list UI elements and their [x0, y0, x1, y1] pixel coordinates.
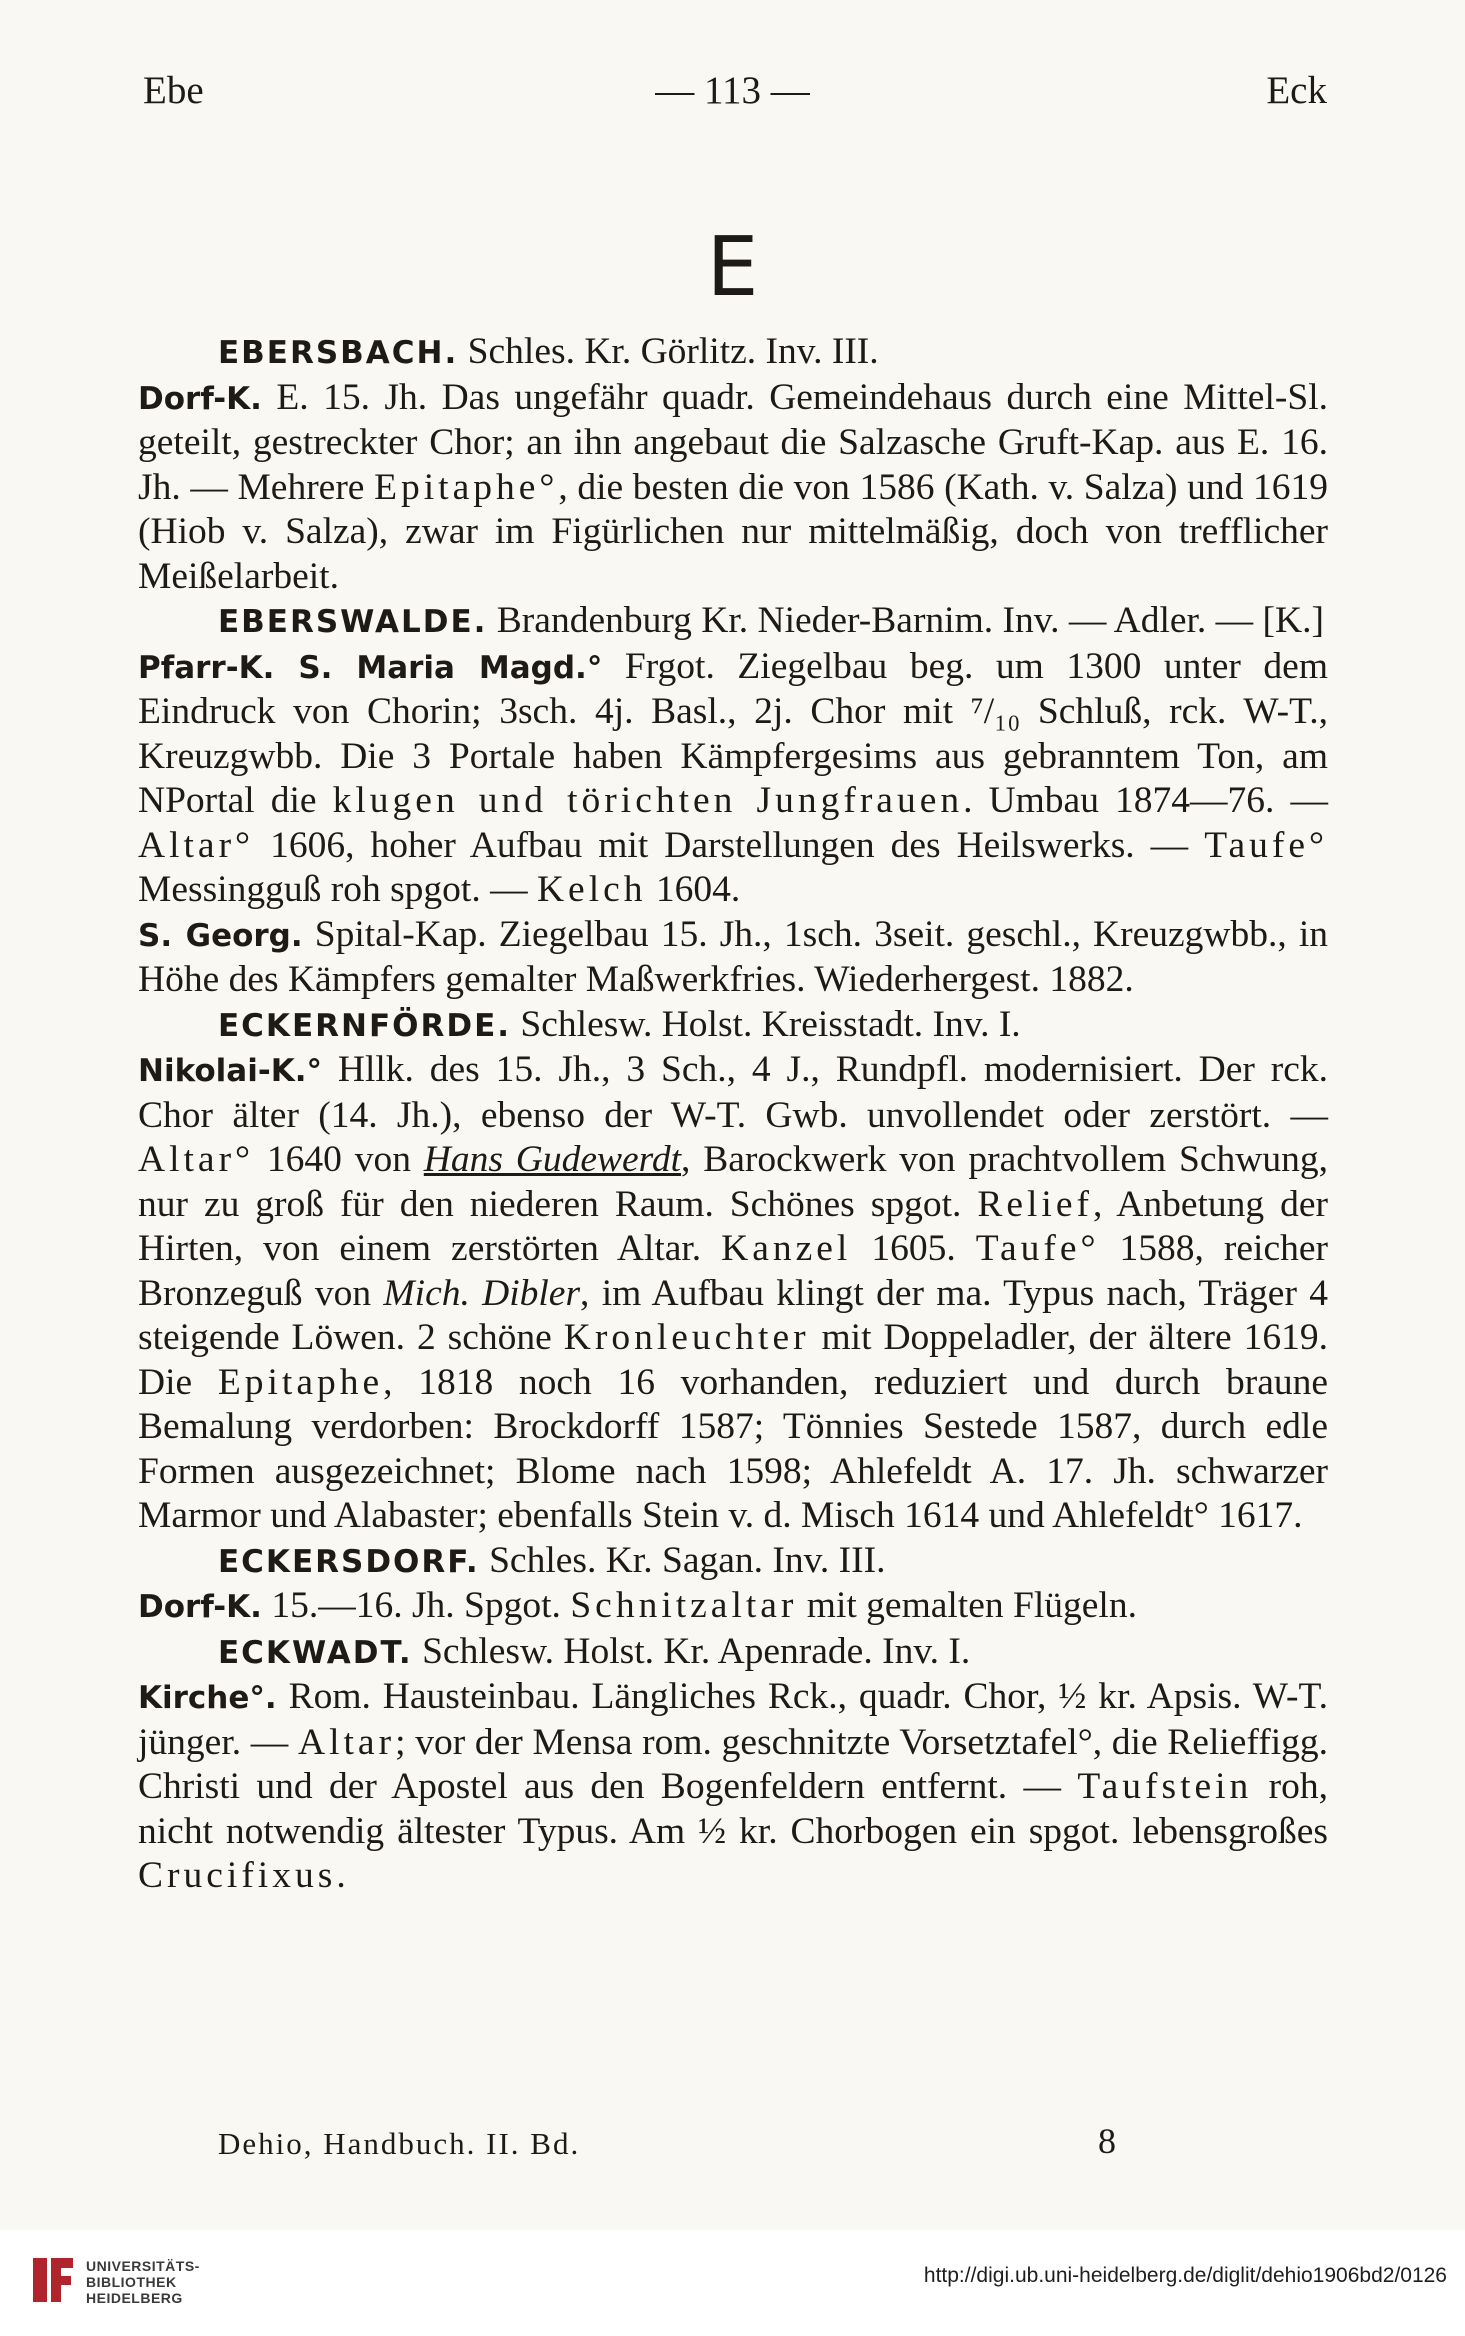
entry-title: EBERSWALDE.: [218, 604, 488, 640]
entry-eckwadt-body: Kirche°. Rom. Hausteinbau. Längliches Rck., quadr. Chor, ½ kr. Apsis. W-T. jünger. — Altar; vor der Mensa rom. geschnitzte Vorsetztafel°, die Relieffigg. Christi und der Apostel aus den Bogenfeldern entfernt. — Taufstein roh, nicht notwendig ältester Typus. Am ½ kr. Chorbogen ein spgot. lebensgroßes Crucifixus.: [138, 1676, 1329, 1896]
entry-ebersbach-body: Dorf-K. E. 15. Jh. Das ungefähr quadr. Gemeindehaus durch eine Mittel-Sl. geteilt, gestreckter Chor; an ihn angebaut die Salzasche Gruft-Kap. aus E. 16. Jh. — Mehrere Epitaphe°, die besten die von 1586 (Kath. v. Salza) und 1619 (Hiob v. Salza), zwar im Figürlichen nur mittelmäßig, doch von trefflicher Meißelarbeit.: [138, 376, 1328, 597]
university-library-logo-icon: [30, 2254, 76, 2306]
entry-title: EBERSBACH.: [218, 335, 459, 371]
section-letter: E: [706, 220, 759, 315]
building-name: Dorf-K.: [138, 380, 262, 417]
entry-ebersbach-heading: [138, 330, 1328, 376]
entry-title: ECKERSDORF.: [218, 1543, 480, 1580]
entry-title: ECKWADT.: [218, 1634, 413, 1671]
library-name: UNIVERSITÄTS- BIBLIOTHEK HEIDELBERG: [86, 2258, 200, 2306]
artist-name: Hans Gudewerdt: [423, 1139, 682, 1180]
entry-text: [138, 330, 1328, 1899]
entry-eckernfoerde-heading: [138, 1003, 1328, 1049]
entry-eberswalde-body: Pfarr-K. S. Maria Magd.° Frgot. Ziegelbau beg. um 1300 unter dem Eindruck von Chorin; 3sch. 4j. Basl., 2j. Chor mit ⁷/₁₀ Schluß, rck. W-T., Kreuzgwbb. Die 3 Portale haben Kämpfergesims aus gebranntem Ton, am NPortal die klugen und törichten Jungfrauen. Umbau 1874—76. — Altar° 1606, hoher Aufbau mit Darstellungen des Heilswerks. — Taufe° Messingguß roh spgot. — Kelch 1604.: [138, 645, 1328, 910]
entry-location: Schlesw. Holst. Kr. Apenrade. Inv. I.: [412, 1630, 971, 1672]
artist-name: Mich. Dibler: [383, 1272, 581, 1314]
entry-eckersdorf-body: Dorf-K. 15.—16. Jh. Spgot. Schnitzaltar mit gemalten Flügeln.: [138, 1585, 1137, 1626]
page-number: — 113 —: [655, 69, 810, 112]
entry-eberswalde-heading: [138, 599, 1328, 645]
building-name: Pfarr-K. S. Maria Magd.°: [138, 649, 603, 686]
entry-eberswalde-body-2: S. Georg. Spital-Kap. Ziegelbau 15. Jh., 1sch. 3seit. geschl., Kreuzgwbb., in Höhe des Kämpfers gemalter Maßwerkfries. Wiederhergest. 1882.: [138, 913, 1329, 1000]
signature-mark: 8: [1098, 2121, 1116, 2161]
entry-eckersdorf-heading: [138, 1539, 1328, 1585]
entry-eckwadt-heading: [138, 1630, 1328, 1676]
building-name: Nikolai-K.°: [138, 1053, 322, 1089]
building-name: Kirche°.: [138, 1680, 277, 1716]
building-name: Dorf-K.: [138, 1589, 262, 1625]
running-head-left: Ebe: [143, 69, 204, 112]
entry-title: ECKERNFÖRDE.: [218, 1007, 512, 1044]
signature-line: Dehio, Handbuch. II. Bd.: [218, 2126, 581, 2161]
building-name: S. Georg.: [138, 917, 303, 954]
entry-location: Schlesw. Holst. Kreisstadt. Inv. I.: [511, 1003, 1021, 1045]
entry-eckernfoerde-body: Nikolai-K.° Hllk. des 15. Jh., 3 Sch., 4 J., Rundpfl. modernisiert. Der rck. Chor älter (14. Jh.), ebenso der W-T. Gwb. unvollendet oder zerstört. — Altar° 1640 von Hans Gudewerdt, Barockwerk von prachtvollem Schwung, nur zu groß für den niederen Raum. Schönes spgot. Relief, Anbetung der Hirten, von einem zerstörten Altar. Kanzel 1605. Taufe° 1588, reicher Bronzeguß von Mich. Dibler, im Aufbau klingt der ma. Typus nach, Träger 4 steigende Löwen. 2 schöne Kronleuchter mit Doppeladler, der ältere 1619. Die Epitaphe, 1818 noch 16 vorhanden, reduziert und durch braune Bemalung verdorben: Brockdorff 1587; Tönnies Sestede 1587, durch edle Formen ausgezeichnet; Blome nach 1598; Ahlefeldt A. 17. Jh. schwarzer Marmor und Alabaster; ebenfalls Stein v. d. Misch 1614 und Ahlefeldt° 1617.: [138, 1049, 1328, 1536]
entry-location: Brandenburg Kr. Nieder-Barnim. Inv. — Adler. — [K.]: [487, 600, 1324, 641]
running-head-right: Eck: [1266, 69, 1327, 112]
entry-location: Schles. Kr. Görlitz. Inv. III.: [458, 331, 879, 372]
permalink-url[interactable]: http://digi.ub.uni-heidelberg.de/diglit/dehio1906bd2/0126: [923, 2264, 1447, 2287]
viewer-footer: [0, 2230, 1465, 2336]
entry-location: Schles. Kr. Sagan. Inv. III.: [479, 1539, 886, 1581]
